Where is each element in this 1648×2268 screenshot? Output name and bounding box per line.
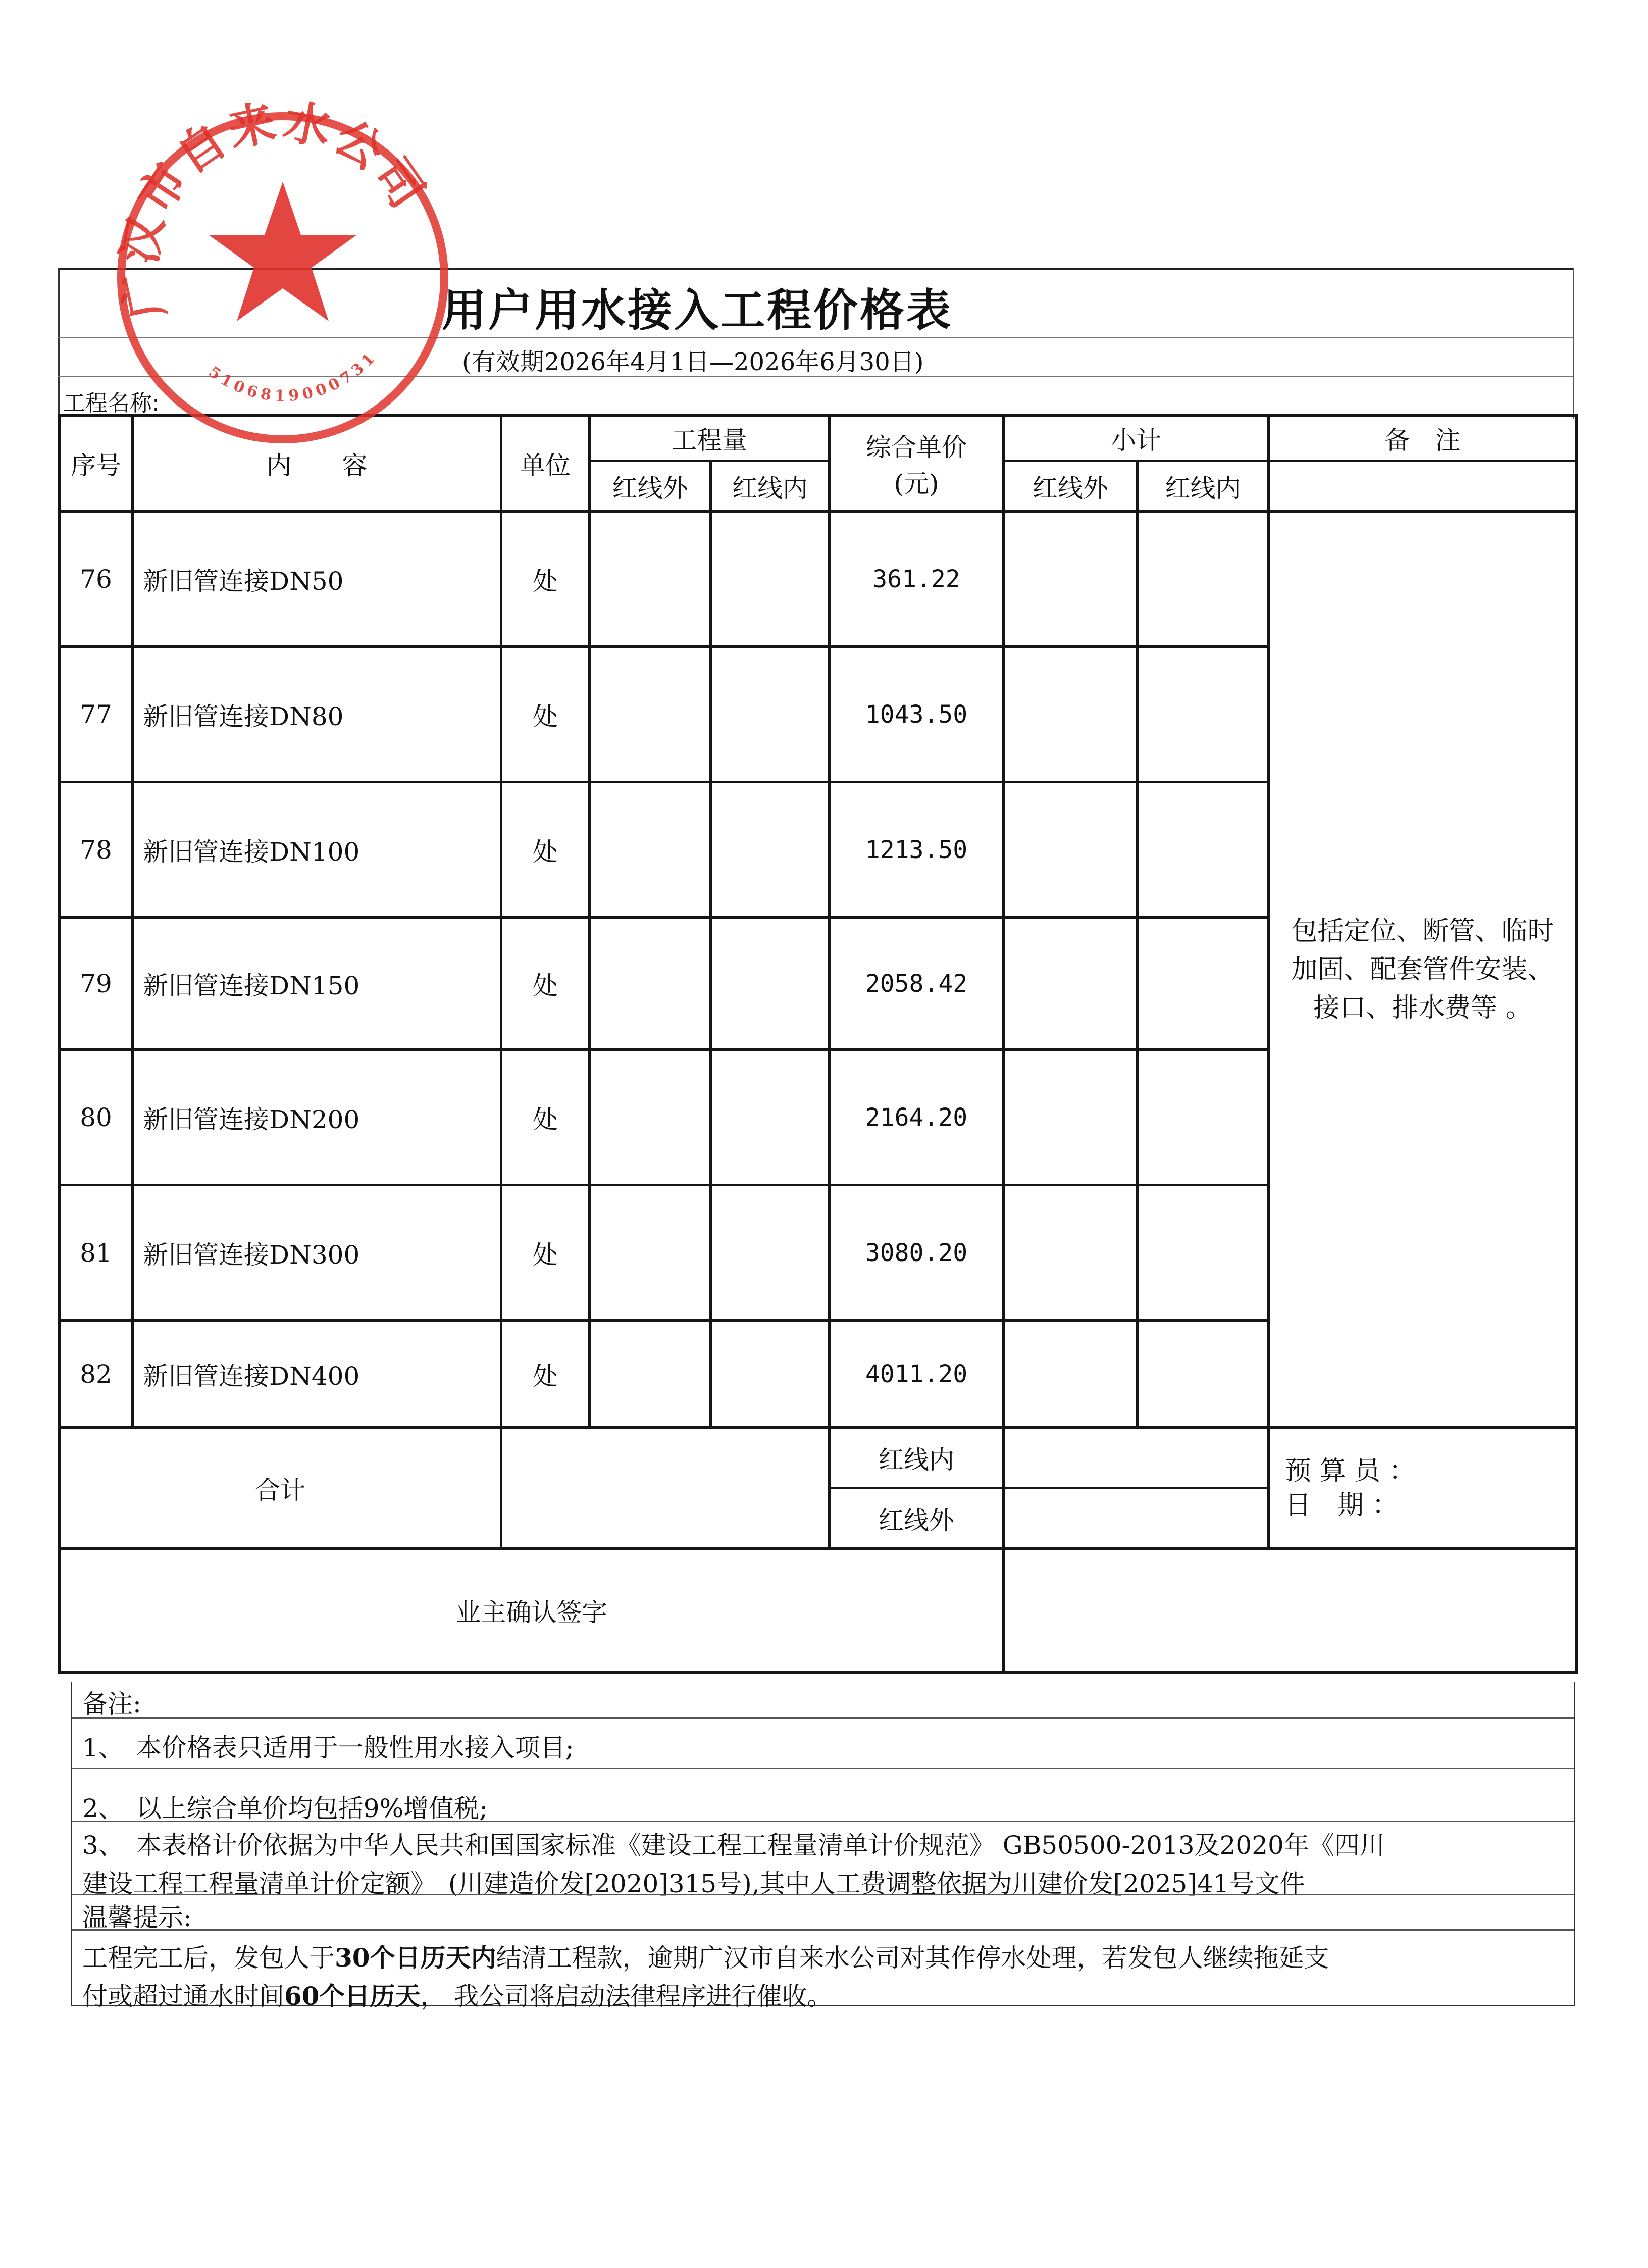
row-seq: 77 — [60, 647, 133, 782]
owner-sign-blank — [1004, 1549, 1577, 1673]
row-sub-inside — [1138, 782, 1269, 918]
row-qty-inside — [711, 1185, 830, 1321]
row-sub-outside — [1004, 918, 1138, 1050]
row-content: 新旧管连接DN100 — [133, 782, 501, 918]
row-unit: 处 — [501, 782, 590, 918]
total-amount-blank — [501, 1428, 830, 1549]
row-sub-inside — [1138, 1050, 1269, 1185]
row-seq: 81 — [60, 1185, 133, 1321]
row-unit: 处 — [501, 1185, 590, 1321]
row-sub-outside — [1004, 1185, 1138, 1321]
row-content: 新旧管连接DN50 — [133, 512, 501, 647]
total-inside-value — [1004, 1428, 1269, 1488]
row-qty-inside — [711, 512, 830, 647]
row-content: 新旧管连接DN150 — [133, 918, 501, 1050]
row-qty-inside — [711, 647, 830, 782]
row-sub-inside — [1138, 1185, 1269, 1321]
note-item — [72, 1768, 1574, 1821]
row-unit-price: 361.22 — [830, 512, 1004, 647]
total-inside-label: 红线内 — [830, 1428, 1004, 1488]
document-title: 用户用水接入工程价格表 — [442, 284, 953, 336]
budget-officer-label: 预 算 员 ： — [1285, 1455, 1415, 1486]
header-unit-price-line2: (元) — [894, 469, 939, 498]
row-sub-inside — [1138, 918, 1269, 1050]
row-sub-inside — [1138, 512, 1269, 647]
row-sub-outside — [1004, 1050, 1138, 1185]
row-content: 新旧管连接DN200 — [133, 1050, 501, 1185]
row-qty-outside — [590, 647, 711, 782]
row-unit-price: 1213.50 — [830, 782, 1004, 918]
row-content: 新旧管连接DN300 — [133, 1185, 501, 1321]
tip-text: 付或超过通水时间 — [82, 1982, 284, 2011]
header-quantity: 工程量 — [590, 416, 830, 461]
row-qty-outside — [590, 918, 711, 1050]
header-sub-outside: 红线外 — [1004, 461, 1138, 512]
seal-star-icon — [209, 182, 357, 321]
row-unit-price: 1043.50 — [830, 647, 1004, 782]
notes-title: 备注: — [82, 1689, 141, 1719]
tip-text: 结清工程款，逾期广汉市自来水公司对其作停水处理，若发包人继续拖延支 — [496, 1943, 1329, 1973]
row-qty-outside — [590, 782, 711, 918]
total-label: 合计 — [60, 1428, 501, 1549]
row-unit: 处 — [501, 647, 590, 782]
seal-company-name: 广汉市自来水公司 — [111, 96, 437, 324]
header-unit-price — [830, 416, 1004, 512]
row-sub-outside — [1004, 1321, 1138, 1428]
row-seq: 82 — [60, 1321, 133, 1428]
row-seq: 78 — [60, 782, 133, 918]
row-sub-outside — [1004, 782, 1138, 918]
tip-bold-30-days: 30个日历天内 — [335, 1943, 496, 1973]
tip-title-row — [72, 1894, 1574, 1932]
row-qty-outside — [590, 1321, 711, 1428]
row-unit: 处 — [501, 1321, 590, 1428]
row-qty-outside — [590, 1185, 711, 1321]
row-qty-inside — [711, 782, 830, 918]
note-item-3-cont: 建设工程工程量清单计价定额》 (川建造价发[2020]315号),其中人工费调整依据为川建价发[2025]41号文件 — [82, 1869, 1305, 1898]
tip-bold-60-days: 60个日历天 — [284, 1981, 421, 2011]
validity-period: (有效期2026年4月1日—2026年6月30日) — [462, 348, 924, 376]
header-unit-price-line1: 综合单价 — [866, 432, 967, 462]
header-sub-inside: 红线内 — [1138, 461, 1269, 512]
row-unit-price: 3080.20 — [830, 1185, 1004, 1321]
note-item — [72, 1717, 1574, 1768]
row-qty-inside — [711, 1050, 830, 1185]
row-qty-inside — [711, 918, 830, 1050]
row-unit: 处 — [501, 918, 590, 1050]
table-row — [60, 512, 1577, 647]
row-sub-inside — [1138, 1321, 1269, 1428]
header-remark: 备 注 — [1269, 416, 1577, 461]
row-unit: 处 — [501, 1050, 590, 1185]
tip-title: 温馨提示: — [82, 1903, 192, 1932]
row-sub-inside — [1138, 647, 1269, 782]
header-remark-blank — [1269, 461, 1577, 512]
tip-line-1 — [82, 1931, 1574, 1974]
header-left-rule — [58, 268, 60, 419]
owner-sign-label: 业主确认签字 — [60, 1549, 1004, 1673]
row-qty-outside — [590, 1050, 711, 1185]
tip-body-row — [72, 1929, 1574, 2011]
row-sub-outside — [1004, 512, 1138, 647]
budget-sign-cell — [1269, 1428, 1577, 1549]
company-seal-stamp — [101, 96, 465, 460]
header-content: 内 容 — [133, 416, 501, 512]
row-seq: 80 — [60, 1050, 133, 1185]
project-name-label: 工程名称: — [63, 390, 160, 416]
header-qty-outside: 红线外 — [590, 461, 711, 512]
header-qty-inside: 红线内 — [711, 461, 830, 512]
row-unit-price: 4011.20 — [830, 1321, 1004, 1428]
total-outside-label: 红线外 — [830, 1488, 1004, 1549]
notes-section — [71, 1682, 1575, 2011]
price-table — [58, 414, 1578, 1674]
row-qty-inside — [711, 1321, 830, 1428]
row-qty-outside — [590, 512, 711, 647]
tip-text: ， 我公司将启动法律程序进行催收。 — [420, 1982, 833, 2011]
date-label: 日 期 ： — [1285, 1490, 1399, 1521]
remark-cell: 包括定位、断管、临时加固、配套管件安装、接口、排水费等 。 — [1269, 512, 1577, 1428]
row-unit-price: 2164.20 — [830, 1050, 1004, 1185]
row-content: 新旧管连接DN80 — [133, 647, 501, 782]
row-unit: 处 — [501, 512, 590, 647]
note-item — [72, 1821, 1574, 1898]
tip-line-2 — [82, 1974, 1574, 2012]
row-seq: 79 — [60, 918, 133, 1050]
note-item-3: 3、 本表格计价依据为中华人民共和国国家标准《建设工程工程量清单计价规范》 GB50500-2013及2020年《四川 — [82, 1831, 1385, 1860]
row-unit-price: 2058.42 — [830, 918, 1004, 1050]
header-seq: 序号 — [60, 416, 133, 512]
row-seq: 76 — [60, 512, 133, 647]
notes-title-row — [72, 1682, 1574, 1717]
seal-number: 5106819000731 — [205, 347, 381, 406]
note-item-1: 1、 本价格表只适用于一般性用水接入项目; — [82, 1733, 574, 1762]
row-sub-outside — [1004, 647, 1138, 782]
header-subtotal: 小计 — [1004, 416, 1269, 461]
row-content: 新旧管连接DN400 — [133, 1321, 501, 1428]
tip-text: 工程完工后，发包人于 — [82, 1943, 335, 1973]
total-outside-value — [1004, 1488, 1269, 1549]
header-unit: 单位 — [501, 416, 590, 512]
note-item-2: 2、 以上综合单价均包括9%增值税; — [82, 1794, 488, 1823]
header-right-rule — [1573, 268, 1574, 419]
